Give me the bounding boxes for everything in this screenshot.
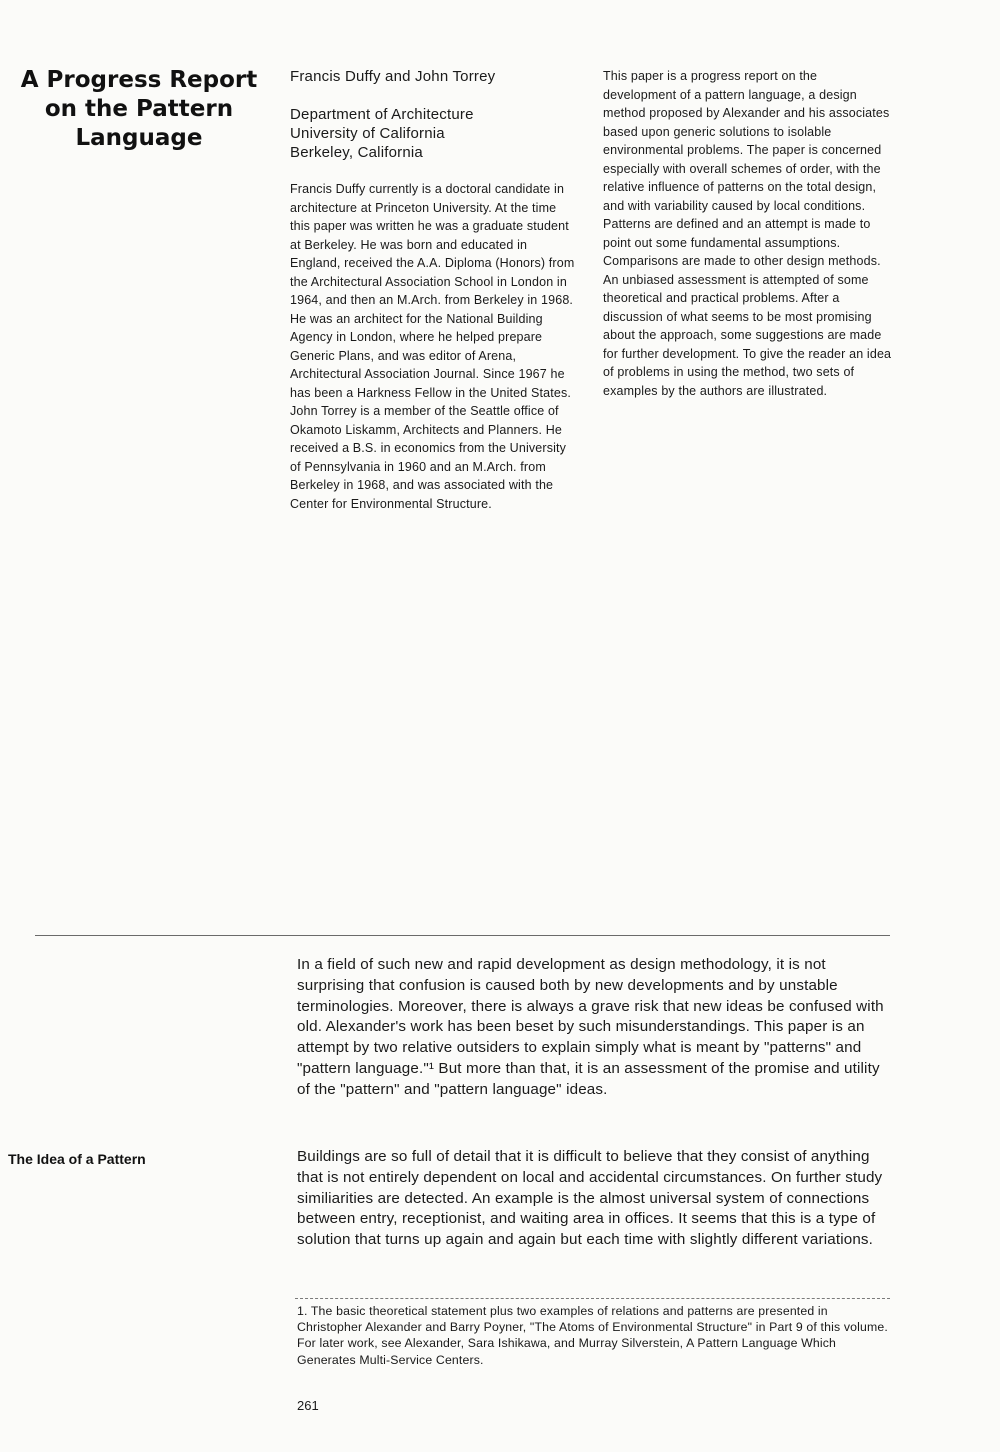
- footnote: 1. The basic theoretical statement plus two examples of relations and patterns are presented in Christopher Alexander and Barry Poyner, "The Atoms of Environmental Structure" in Part 9 of this volume. For later work, see Alexander, Sara Ishikawa, and Murray Silverstein, A Pattern Language Which Generates Multi-Service Centers.: [297, 1304, 888, 1367]
- affiliation: [290, 105, 474, 162]
- page-number: 261: [297, 1398, 319, 1413]
- author-biography: Francis Duffy currently is a doctoral candidate in architecture at Princeton University. At the time this paper was written he was a graduate student at Berkeley. He was born and educated in England, received the A.A. Diploma (Honors) from the Architectural Association School in London in 1964, and then an M.Arch. from Berkeley in 1968. He was an architect for the National Building Agency in London, where he helped prepare Generic Plans, and was editor of Arena, Architectural Association Journal. Since 1967 he has been a Harkness Fellow in the United States. John Torrey is a member of the Seattle office of Okamoto Liskamm, Architects and Planners. He received a B.S. in economics from the University of Pennsylvania in 1960 and an M.Arch. from Berkeley in 1968, and was associated with the Center for Environmental Structure.: [290, 182, 575, 511]
- affiliation-location: Berkeley, California: [290, 144, 423, 161]
- section-divider: [35, 935, 890, 936]
- intro-paragraph: In a field of such new and rapid development as design methodology, it is not surprising that confusion is caused both by new developments and by unstable terminologies. Moreover, there is always a grave risk that new ideas be confused with old. Alexander's work has been beset by such misunderstandings. This paper is an attempt by two relative outsiders to explain simply what is meant by "patterns" and "pattern language."¹ But more than that, it is an assessment of the promise and utility of the "pattern" and "pattern language" ideas.: [297, 956, 884, 1098]
- authors: Francis Duffy and John Torrey: [290, 68, 496, 85]
- section-paragraph: Buildings are so full of detail that it is difficult to believe that they consist of anything that is not entirely dependent on local and accidental circumstances. On further study similiarities are detected. An example is the almost universal system of connections between entry, receptionist, and waiting area in offices. It seems that this is a type of solution that turns up again and again but each time with slightly different variations.: [297, 1148, 883, 1249]
- paper-title: [8, 66, 270, 153]
- title-line-1: A Progress Report: [20, 67, 258, 93]
- title-line-2: on the Pattern Language: [44, 96, 234, 151]
- affiliation-department: Department of Architecture: [290, 106, 474, 123]
- affiliation-university: University of California: [290, 125, 445, 142]
- footnote-divider: [295, 1298, 890, 1299]
- abstract: This paper is a progress report on the development of a pattern language, a design method proposed by Alexander and his associates based upon generic solutions to isolable environmental problems. The paper is concerned especially with overall schemes of order, with the relative influence of patterns on the total design, and with variability caused by local conditions. Patterns are defined and an attempt is made to point out some fundamental assumptions. Comparisons are made to other design methods. An unbiased assessment is attempted of some theoretical and practical problems. After a discussion of what seems to be most promising about the approach, some suggestions are made for further development. To give the reader an idea of problems in using the method, two sets of examples by the authors are illustrated.: [603, 69, 892, 398]
- section-heading: The Idea of a Pattern: [8, 1151, 146, 1167]
